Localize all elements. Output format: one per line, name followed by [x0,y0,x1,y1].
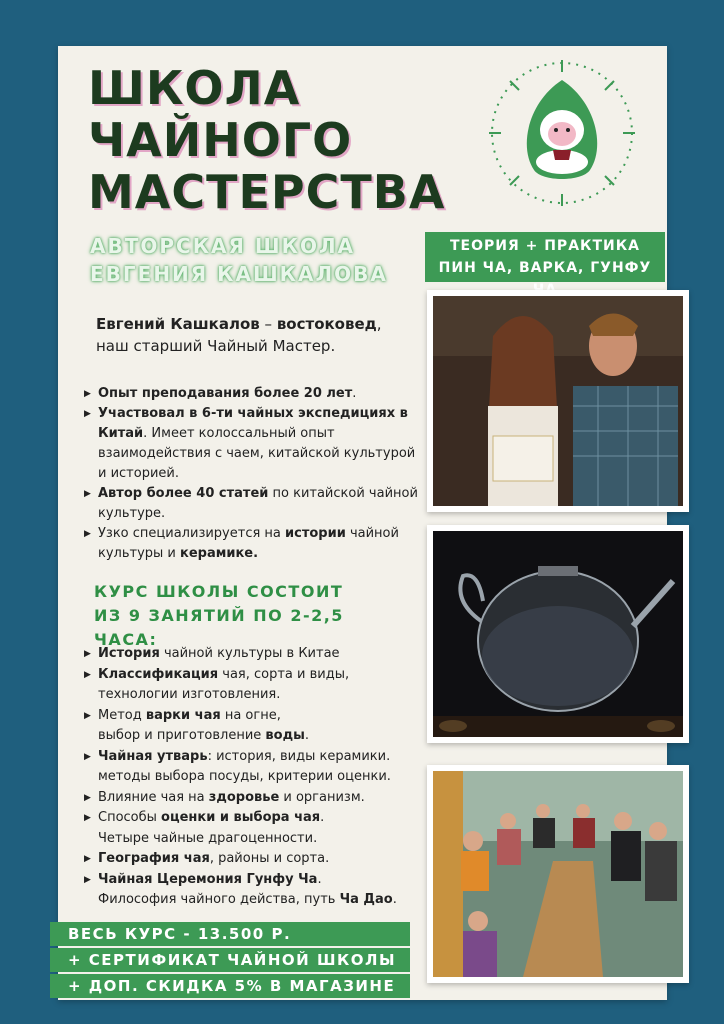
price-line-3: + ДОП. СКИДКА 5% В МАГАЗИНЕ [50,974,410,998]
triangle-bullet-icon: ▶ [84,489,91,499]
teacher-role: востоковед [276,315,377,333]
list-item: ▶ Классификация чая, сорта и виды, технологии изготовления. [84,666,350,702]
triangle-bullet-icon: ▶ [84,529,91,539]
list-item: ▶ История чайной культуры в Китае [84,644,429,665]
price-line-2: + СЕРТИФИКАТ ЧАЙНОЙ ШКОЛЫ [50,948,410,972]
list-item: ▶ Способы оценки и выбора чая. Четыре чайные драгоценности. [84,810,325,846]
list-item: ▶ Метод варки чая на огне, выбор и приготовление воды. [84,707,309,743]
price-line-1: ВЕСЬ КУРС - 13.500 Р. [50,922,410,946]
triangle-bullet-icon: ▶ [84,854,91,864]
teacher-subtitle: наш старший Чайный Мастер. [96,337,336,355]
list-item: ▶ Узко специализируется на истории чайной культуры и керамике. [84,526,399,561]
subtitle [90,232,420,288]
theory-practice-banner [425,232,665,282]
triangle-bullet-icon: ▶ [84,813,91,823]
photo-image [433,771,683,977]
teacher-with-student-photo [427,290,689,512]
theory-line-1: ТЕОРИЯ + ПРАКТИКА [449,238,641,254]
list-item: ▶ Влияние чая на здоровье и организм. [84,788,429,809]
list-item: ▶ Опыт преподавания более 20 лет. [84,384,424,404]
subtitle-line-2: ЕВГЕНИЯ КАШКАЛОВА [90,262,388,286]
intro-dash: – [259,315,277,333]
title-line-1: ШКОЛА [88,61,301,115]
triangle-bullet-icon: ▶ [84,874,91,885]
theory-line-2: ПИН ЧА, ВАРКА, ГУНФУ [438,260,652,276]
photo-image [433,296,683,506]
triangle-bullet-icon: ▶ [84,409,91,419]
tea-ceremony-group-photo [427,765,689,983]
triangle-bullet-icon: ▶ [84,389,91,399]
photo-image [433,531,683,737]
teacher-name: Евгений Кашкалов [96,315,260,333]
subtitle-line-1: АВТОРСКАЯ ШКОЛА [90,234,356,258]
triangle-bullet-icon: ▶ [84,669,91,680]
list-item: ▶ Чайная утварь: история, виды керамики. методы выбора посуды, критерии оценки. [84,748,391,784]
list-item: ▶ Участвовал в 6-ти чайных экспедициях в Китай. Имеет колоссальный опыт взаимодействия с чаем, китайской культурой и историей. [84,406,416,481]
triangle-bullet-icon: ▶ [84,792,91,803]
teacher-intro [96,313,426,357]
triangle-bullet-icon: ▶ [84,710,91,721]
intro-comma: , [376,315,382,333]
experience-list [84,384,424,564]
monkey-tea-leaf-logo [487,58,637,208]
course-heading: КУРС ШКОЛЫ СОСТОИТ ИЗ 9 ЗАНЯТИЙ ПО 2-2,5 ЧАСА: [94,582,344,649]
list-item: ▶ География чая, районы и сорта. [84,849,429,870]
list-item: ▶ Чайная Церемония Гунфу Ча. Философия чайного действа, путь Ча Дао. [84,871,397,907]
triangle-bullet-icon: ▶ [84,649,91,659]
glass-teapot-photo [427,525,689,743]
title-line-3: МАСТЕРСТВА [88,165,446,219]
list-item: ▶ Автор более 40 статей по китайской чайной культуре. [84,486,418,521]
page-title [88,62,448,218]
title-line-2: ЧАЙНОГО [88,113,353,167]
triangle-bullet-icon: ▶ [84,751,91,762]
course-list [84,644,429,911]
price-banner [50,922,410,1000]
